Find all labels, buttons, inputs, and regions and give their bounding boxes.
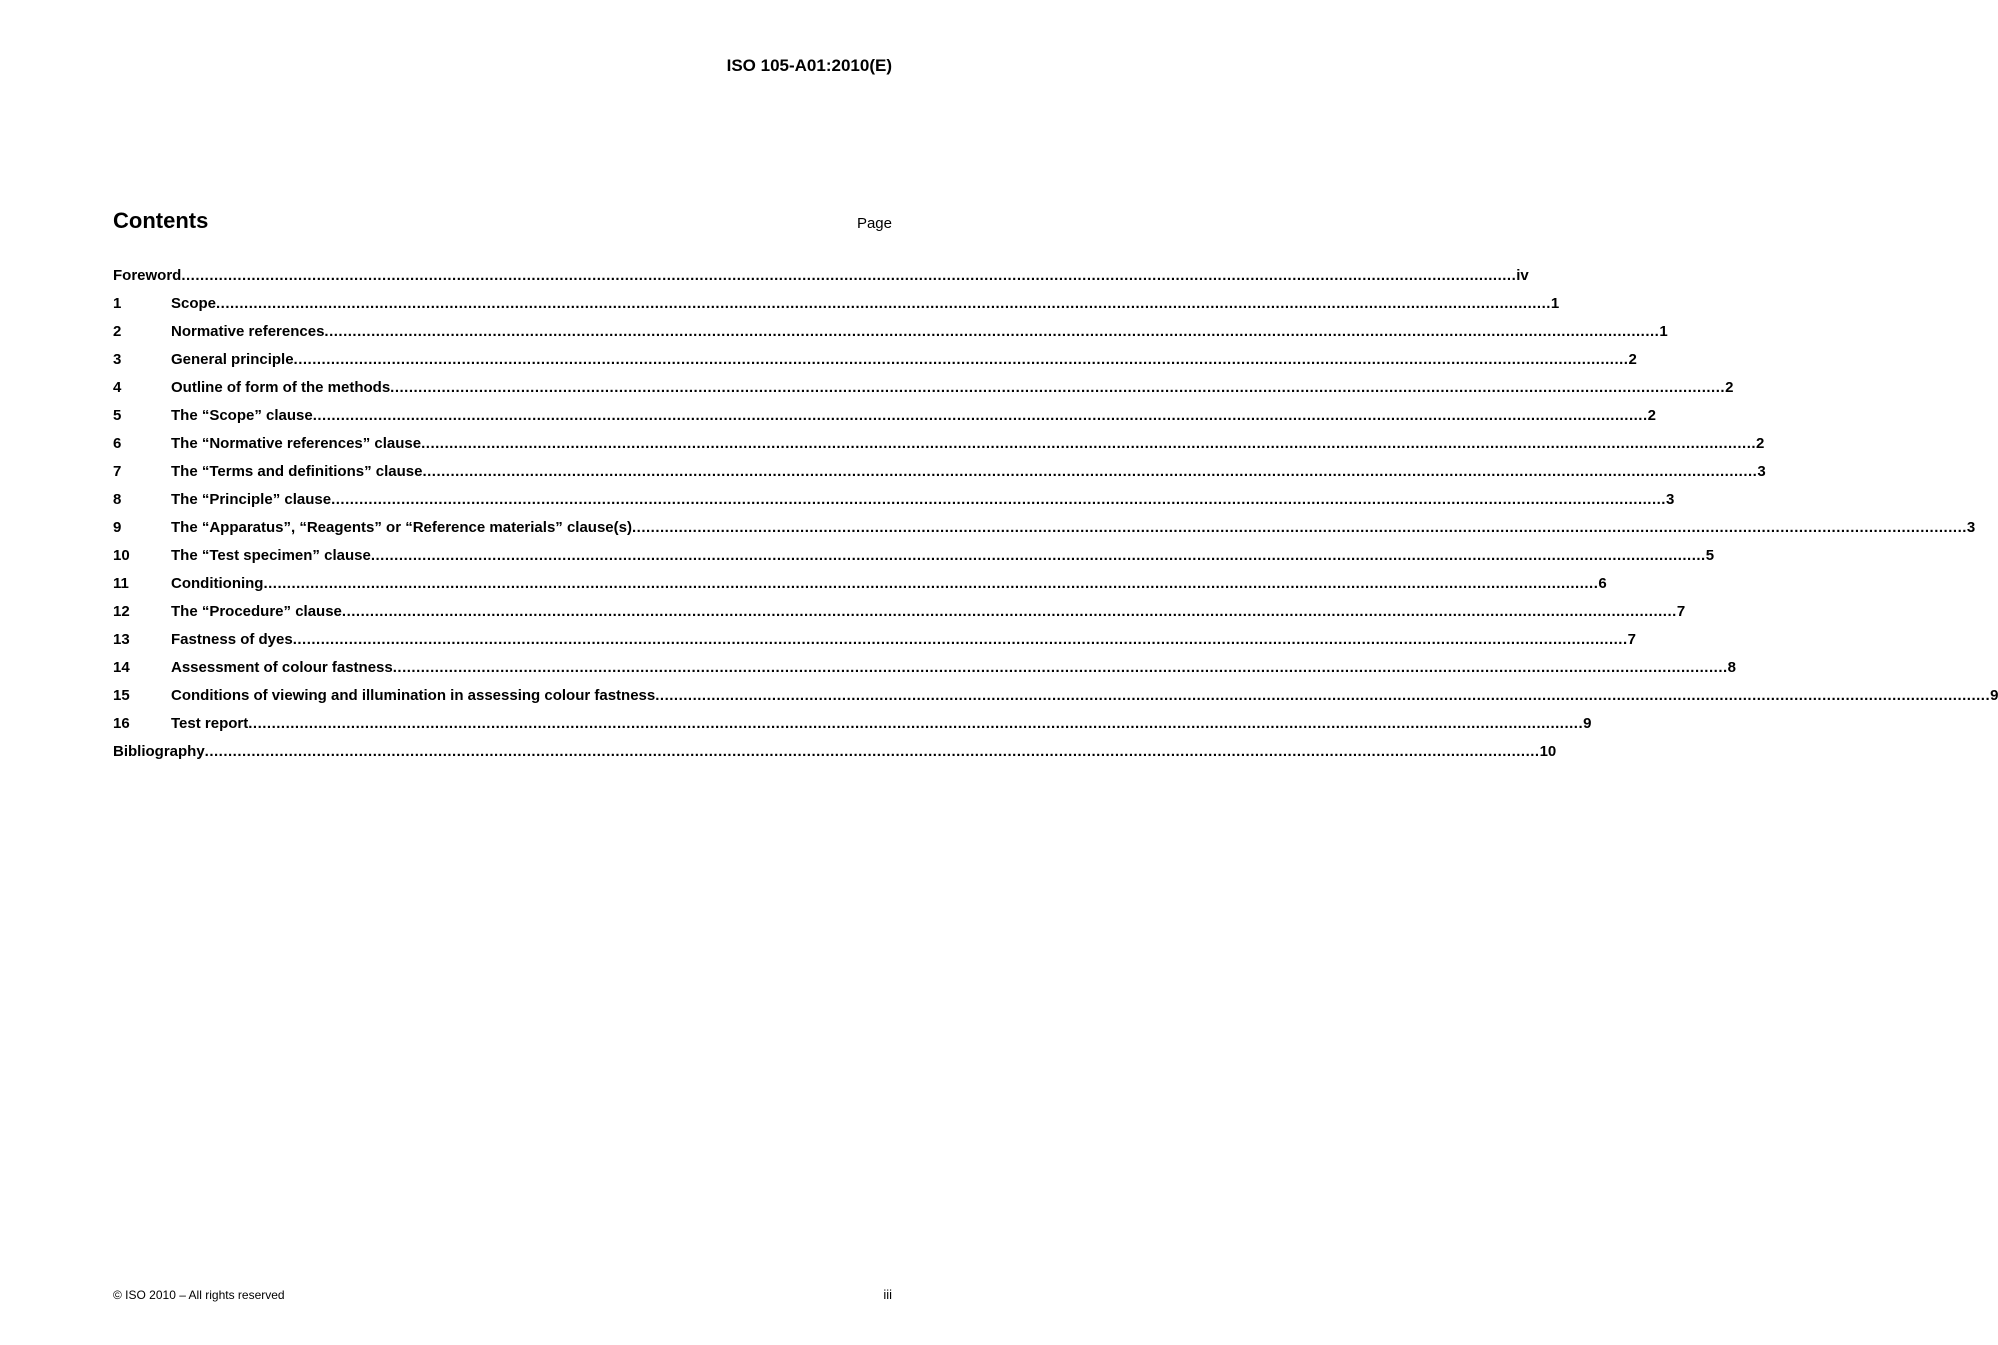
toc-entry[interactable] bbox=[113, 435, 1765, 463]
toc-entry-page: 9 bbox=[1990, 687, 1998, 704]
toc-entry-number: 2 bbox=[113, 323, 122, 340]
footer-page-number: iii bbox=[883, 1287, 892, 1302]
toc-entry-number: 14 bbox=[113, 659, 130, 676]
toc-entry[interactable] bbox=[113, 267, 1529, 295]
toc-entry-number: 1 bbox=[113, 295, 122, 312]
toc-entry[interactable] bbox=[113, 407, 1656, 435]
toc-dot-leader bbox=[263, 575, 1598, 592]
toc-entry-number: 5 bbox=[113, 407, 122, 424]
toc-entry[interactable] bbox=[113, 715, 1592, 743]
toc-dot-leader bbox=[632, 519, 1967, 536]
toc-dot-leader bbox=[205, 743, 1540, 760]
toc-entry-page: 1 bbox=[1550, 295, 1560, 312]
toc-dot-leader bbox=[390, 379, 1725, 396]
toc-entry[interactable] bbox=[113, 379, 1734, 407]
toc-entry-title[interactable]: Scope bbox=[171, 295, 217, 312]
toc-entry-title[interactable]: Conditions of viewing and illumination in assessing colour fastness bbox=[171, 687, 656, 704]
toc-entry-page: 8 bbox=[1727, 659, 1736, 676]
toc-dot-leader bbox=[371, 547, 1706, 564]
contents-heading bbox=[113, 208, 892, 238]
toc-entry-number: 9 bbox=[113, 519, 122, 536]
toc-dot-leader bbox=[655, 687, 1990, 704]
toc-entry-title[interactable]: Normative references bbox=[171, 323, 325, 340]
toc-entry-title[interactable]: The “Procedure” clause bbox=[171, 603, 342, 620]
toc-entry-title[interactable]: Fastness of dyes bbox=[171, 631, 293, 648]
toc-entry-page: 3 bbox=[1757, 463, 1766, 480]
toc-entry-page: 2 bbox=[1725, 379, 1734, 396]
toc-entry-page: 3 bbox=[1966, 519, 1976, 536]
toc-entry-number: 7 bbox=[113, 463, 122, 480]
toc-entry-page: 3 bbox=[1665, 491, 1675, 508]
toc-entry-number: 13 bbox=[113, 631, 130, 648]
toc-entry-page: 10 bbox=[1539, 743, 1557, 760]
toc-entry-number: 15 bbox=[113, 687, 130, 704]
toc-entry[interactable] bbox=[113, 491, 1675, 519]
toc-entry[interactable] bbox=[113, 687, 1998, 715]
toc-dot-leader bbox=[313, 407, 1648, 424]
toc-entry-page: 9 bbox=[1583, 715, 1592, 732]
toc-dot-leader bbox=[331, 491, 1666, 508]
toc-entry-title[interactable]: Assessment of colour fastness bbox=[171, 659, 393, 676]
toc-entry-number: 3 bbox=[113, 351, 122, 368]
document-id: ISO 105-A01:2010(E) bbox=[726, 56, 892, 75]
toc-entry-title[interactable]: Foreword bbox=[113, 267, 182, 284]
toc-entry-number: 10 bbox=[113, 547, 130, 564]
toc-entry-number: 11 bbox=[113, 575, 129, 592]
toc-entry[interactable] bbox=[113, 575, 1607, 603]
toc-entry[interactable] bbox=[113, 519, 1976, 547]
toc-entry[interactable] bbox=[113, 323, 1668, 351]
toc-entry-title[interactable]: The “Terms and definitions” clause bbox=[171, 463, 423, 480]
toc-entry-title[interactable]: Outline of form of the methods bbox=[171, 379, 391, 396]
toc-entry[interactable] bbox=[113, 351, 1637, 379]
toc-entry-page: 6 bbox=[1598, 575, 1607, 592]
toc-entry-page: 7 bbox=[1676, 603, 1686, 620]
toc-entry-number: 16 bbox=[113, 715, 130, 732]
toc-entry-title[interactable]: The “Apparatus”, “Reagents” or “Reference materials” clause(s) bbox=[171, 519, 632, 536]
toc-entry[interactable] bbox=[113, 547, 1715, 575]
toc-entry[interactable] bbox=[113, 603, 1686, 631]
toc-entry[interactable] bbox=[113, 463, 1766, 491]
table-of-contents bbox=[113, 267, 1998, 771]
toc-entry-title[interactable]: Conditioning bbox=[171, 575, 264, 592]
toc-entry-title[interactable]: The “Test specimen” clause bbox=[171, 547, 371, 564]
toc-dot-leader bbox=[342, 603, 1677, 620]
toc-entry-number: 4 bbox=[113, 379, 122, 396]
toc-entry-page: 5 bbox=[1705, 547, 1715, 564]
toc-entry-title[interactable]: The “Normative references” clause bbox=[171, 435, 422, 452]
toc-dot-leader bbox=[181, 267, 1516, 284]
toc-dot-leader bbox=[294, 351, 1629, 368]
toc-entry[interactable] bbox=[113, 659, 1736, 687]
toc-entry[interactable] bbox=[113, 295, 1560, 323]
toc-entry-number: 12 bbox=[113, 603, 130, 620]
toc-entry-number: 8 bbox=[113, 491, 122, 508]
toc-entry-page: iv bbox=[1516, 267, 1529, 284]
toc-dot-leader bbox=[324, 323, 1659, 340]
toc-dot-leader bbox=[393, 659, 1728, 676]
toc-entry-title[interactable]: Test report bbox=[171, 715, 249, 732]
toc-dot-leader bbox=[248, 715, 1583, 732]
toc-entry-page: 1 bbox=[1659, 323, 1668, 340]
toc-entry-title[interactable]: Bibliography bbox=[113, 743, 205, 760]
toc-dot-leader bbox=[422, 463, 1757, 480]
toc-entry-page: 2 bbox=[1756, 435, 1765, 452]
contents-title: Contents bbox=[113, 208, 209, 233]
toc-entry-page: 7 bbox=[1627, 631, 1636, 648]
toc-dot-leader bbox=[216, 295, 1551, 312]
toc-entry-title[interactable]: The “Principle” clause bbox=[171, 491, 332, 508]
toc-entry-number: 6 bbox=[113, 435, 122, 452]
toc-entry-page: 2 bbox=[1647, 407, 1656, 424]
page-column-label: Page bbox=[856, 215, 892, 232]
toc-entry-title[interactable]: The “Scope” clause bbox=[171, 407, 313, 424]
toc-entry[interactable] bbox=[113, 631, 1636, 659]
footer-copyright: © ISO 2010 – All rights reserved bbox=[113, 1288, 285, 1302]
toc-entry-page: 2 bbox=[1628, 351, 1637, 368]
toc-entry-title[interactable]: General principle bbox=[171, 351, 294, 368]
toc-dot-leader bbox=[421, 435, 1756, 452]
toc-entry[interactable] bbox=[113, 743, 1557, 771]
toc-dot-leader bbox=[293, 631, 1628, 648]
